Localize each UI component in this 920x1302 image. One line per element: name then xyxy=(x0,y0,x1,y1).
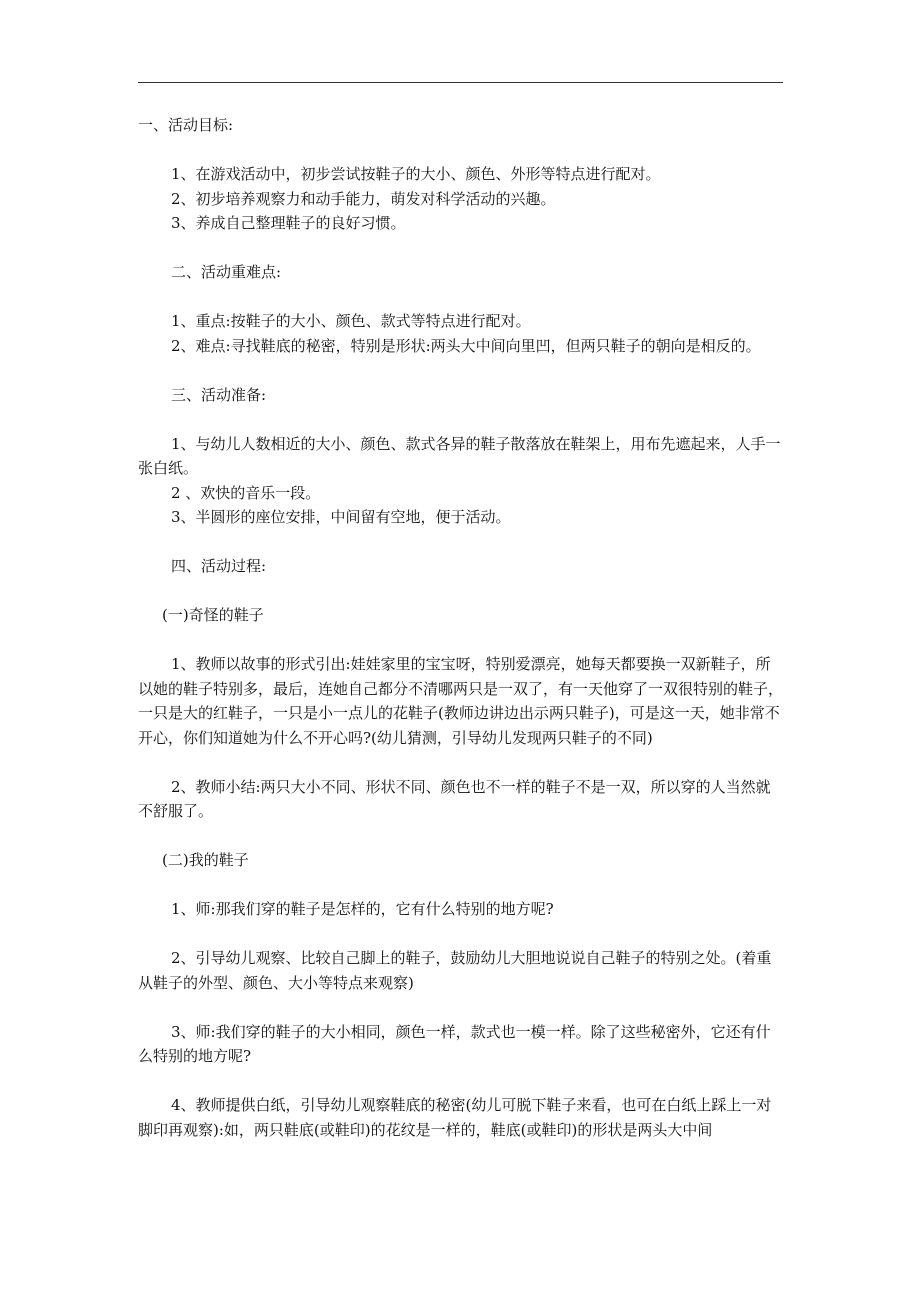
part2-item: 2、引导幼儿观察、比较自己脚上的鞋子，鼓励幼儿大胆地说说自己鞋子的特别之处。(着重从鞋子的外型、颜色、大小等特点来观察) xyxy=(138,949,772,992)
part1-heading: (一)奇怪的鞋子 xyxy=(162,606,264,624)
goals-heading: 一、活动目标: xyxy=(138,116,234,134)
goal-item: 3、养成自己整理鞋子的良好习惯。 xyxy=(171,214,406,232)
part1-item: 1、教师以故事的形式引出:娃娃家里的宝宝呀，特别爱漂亮，她每天都要换一双新鞋子，所以她的鞋子特别多，最后，连她自己都分不清哪两只是一双了，有一天他穿了一双很特别的鞋子，一只是大的红鞋子，一只是小一点儿的花鞋子(教师边讲边出示两只鞋子)，可是这一天，她非常不开心，你们知道她为什么不开心吗?(幼儿猜测，引导幼儿发现两只鞋子的不同) xyxy=(138,655,784,747)
preparation-item: 1、与幼儿人数相近的大小、颜色、款式各异的鞋子散落放在鞋架上，用布先遮起来，人手一张白纸。 xyxy=(138,434,781,477)
preparation-item: 2 、欢快的音乐一段。 xyxy=(171,483,321,502)
part1-item: 2、教师小结:两只大小不同、形状不同、颜色也不一样的鞋子不是一双，所以穿的人当然就不舒服了。 xyxy=(138,777,771,820)
preparation-item: 3、半圆形的座位安排，中间留有空地，便于活动。 xyxy=(171,508,511,526)
header-rule xyxy=(138,82,783,83)
process-heading: 四、活动过程: xyxy=(171,557,267,575)
part2-heading: (二)我的鞋子 xyxy=(162,851,249,869)
key-point-item: 1、重点:按鞋子的大小、颜色、款式等特点进行配对。 xyxy=(171,312,531,330)
key-points-heading: 二、活动重难点: xyxy=(171,263,282,281)
preparation-heading: 三、活动准备: xyxy=(171,385,267,404)
part2-item: 1、师:那我们穿的鞋子是怎样的，它有什么特别的地方呢? xyxy=(171,900,554,918)
part2-item: 4、教师提供白纸，引导幼儿观察鞋底的秘密(幼儿可脱下鞋子来看，也可在白纸上踩上一对脚印再观察):如，两只鞋底(或鞋印)的花纹是一样的，鞋底(或鞋印)的形状是两头大中间 xyxy=(138,1096,772,1139)
goal-item: 2、初步培养观察力和动手能力，萌发对科学活动的兴趣。 xyxy=(171,189,556,208)
key-point-item: 2、难点:寻找鞋底的秘密，特别是形状:两头大中间向里凹，但两只鞋子的朝向是相反的。 xyxy=(171,336,761,355)
goal-item: 1、在游戏活动中，初步尝试按鞋子的大小、颜色、外形等特点进行配对。 xyxy=(171,165,661,183)
part2-item: 3、师:我们穿的鞋子的大小相同，颜色一样，款式也一模一样。除了这些秘密外，它还有什么特别的地方呢? xyxy=(138,1022,771,1065)
document-body xyxy=(138,113,783,1142)
